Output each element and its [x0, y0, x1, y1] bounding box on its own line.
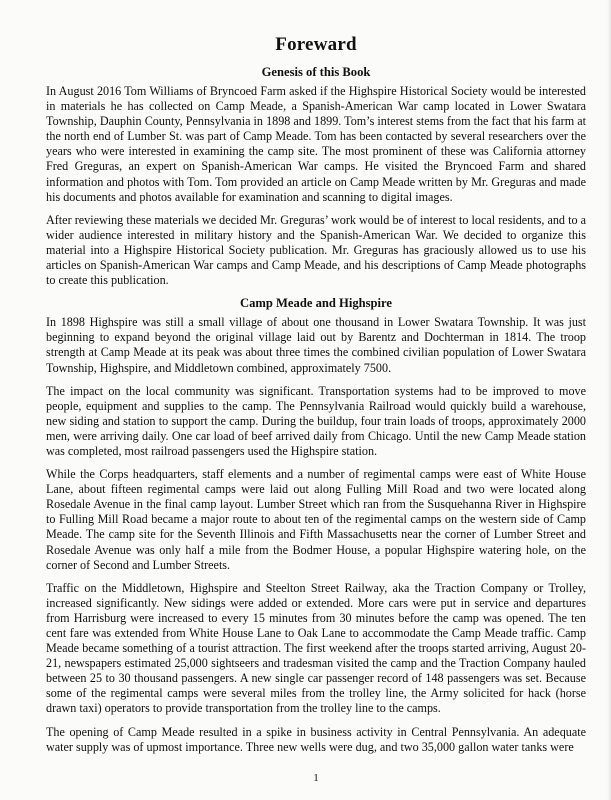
paragraph: Traffic on the Middletown, Highspire and Steelton Street Railway, aka the Traction Company or Trolley, increased significantly. New sidings were added or extended. More cars were put in service and departures from Harrisburg were increased to every 15 minutes from 30 minutes before the camp was opened. The ten cent fare was extended from White House Lane to Oak Lane to accommodate the Camp Meade traffic. Camp Meade became something of a tourist attraction. The first weekend after the troops started arriving, August 20-21, newspapers estimated 25,000 sightseers and tradesman visited the camp and the Traction Company hauled between 25 to 30 thousand passengers. A new single car passenger record of 148 passengers was set. Because some of the regimental camps were several miles from the trolley line, the Army solicited for hack (horse drawn taxi) operators to provide transportation from the trolley line to the camps. — [46, 580, 586, 716]
page-number: 1 — [313, 772, 319, 784]
document-page — [46, 34, 586, 782]
section-heading-camp-meade: Camp Meade and Highspire — [240, 296, 392, 311]
page-title: Foreward — [275, 34, 357, 55]
page-edge-shadow — [607, 0, 611, 800]
paragraph: In 1898 Highspire was still a small village of about one thousand in Lower Swatara Township. It was just beginning to expand beyond the original village laid out by Barentz and Dochterman in 1814. The troop strength at Camp Meade at its peak was about three times the combined civilian population of Lower Swatara Township, Highspire, and Middletown combined, approximately 7500. — [46, 315, 586, 375]
paragraph: The opening of Camp Meade resulted in a spike in business activity in Central Pennsylvania. An adequate water supply was of upmost importance. Three new wells were dug, and two 35,000 gallon water tanks were — [46, 724, 586, 754]
paragraph: The impact on the local community was significant. Transportation systems had to be improved to move people, equipment and supplies to the camp. The Pennsylvania Railroad would quickly build a warehouse, new siding and station to support the camp. During the buildup, four train loads of troops, approximately 2000 men, were arriving daily. One car load of beef arrived daily from Chicago. Until the new Camp Meade station was completed, most railroad passengers used the Highspire station. — [46, 383, 586, 458]
paragraph: In August 2016 Tom Williams of Bryncoed Farm asked if the Highspire Historical Society would be interested in materials he has collected on Camp Meade, a Spanish-American War camp located in Lower Swatara Township, Dauphin County, Pennsylvania in 1898 and 1899. Tom’s interest stems from the fact that his farm at the north end of Lumber St. was part of Camp Meade. Tom has been contacted by several researchers over the years who were interested in examining the camp site. The most prominent of these was California attorney Fred Greguras, an expert on Spanish-American War camps. He visited the Bryncoed Farm and shared information and photos with Tom. Tom provided an article on Camp Meade written by Mr. Greguras and made his documents and photos available for examination and scanning to digital images. — [46, 84, 586, 204]
paragraph: After reviewing these materials we decided Mr. Greguras’ work would be of interest to local residents, and to a wider audience interested in military history and the Spanish-American War. We decided to organize this material into a Highspire Historical Society publication. Mr. Greguras has graciously allowed us to use his articles on Spanish-American War camps and Camp Meade, and his descriptions of Camp Meade photographs to create this publication. — [46, 212, 586, 288]
section-heading-genesis: Genesis of this Book — [261, 65, 371, 79]
paragraph: While the Corps headquarters, staff elements and a number of regimental camps were east of White House Lane, about fifteen regimental camps were laid out along Fulling Mill Road and two were located along Rosedale Avenue in the final camp layout. Lumber Street which ran from the Susquehanna River in Highspire to Fulling Mill Road became a major route to about ten of the regimental camps on the western side of Camp Meade. The camp site for the Seventh Illinois and Fifth Massachusetts near the corner of Lumber Street and Rosedale Avenue was only half a mile from the Bodmer House, a popular Highspire watering hole, on the corner of Second and Lumber Streets. — [46, 467, 586, 572]
